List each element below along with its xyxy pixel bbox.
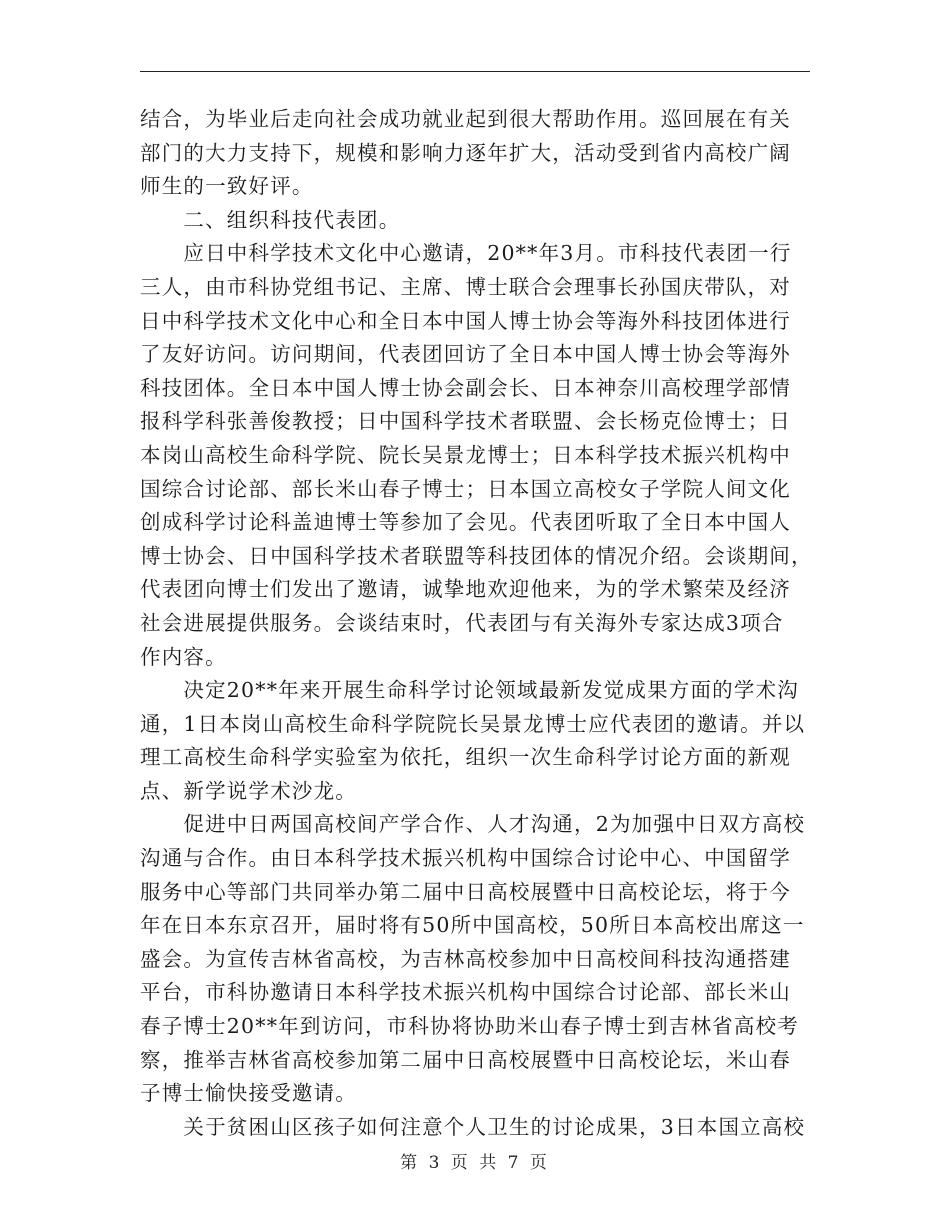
text-line: 国综合讨论部、部长米山春子博士；日本国立高校女子学院人间文化 [140,476,791,501]
text-line: 了友好访问。访问期间，代表团回访了全日本中国人博士协会等海外 [140,342,791,367]
text-line: 察，推举吉林省高校参加第二届中日高校展暨中日高校论坛，米山春 [140,1047,791,1072]
text-line: 博士协会、日中国科学技术者联盟等科技团体的情况介绍。会谈期间， [140,543,813,568]
text-line: 三人，由市科协党组书记、主席、博士联合会理事长孙国庆带队，对 [140,274,791,299]
text-line: 盛会。为宣传吉林省高校，为吉林高校参加中日高校间科技沟通搭建 [140,946,791,971]
text-line: 通，1日本岗山高校生命科学院院长吴景龙博士应代表团的邀请。并以 [140,711,806,736]
text-line: 决定20**年来开展生命科学讨论领域最新发觉成果方面的学术沟 [140,678,799,703]
text-line: 服务中心等部门共同举办第二届中日高校展暨中日高校论坛，将于今 [140,879,791,904]
page-number: 第 3 页 共 7 页 [400,1153,550,1173]
text-line: 结合，为毕业后走向社会成功就业起到很大帮助作用。巡回展在有关 [140,107,791,131]
text-line: 创成科学讨论科盖迪博士等参加了会见。代表团听取了全日本中国人 [140,510,791,535]
text-line: 平台，市科协邀请日本科学技术振兴机构中国综合讨论部、部长米山 [140,980,791,1005]
text-line: 关于贫困山区孩子如何注意个人卫生的讨论成果，3日本国立高校 [140,1114,806,1139]
section-heading: 二、组织科技代表团。 [140,207,401,232]
text-line: 代表团向博士们发出了邀请，诚挚地欢迎他来，为的学术繁荣及经济 [140,577,791,602]
text-line: 作内容。 [140,644,227,669]
text-line: 日中科学技术文化中心和全日本中国人博士协会等海外科技团体进行 [140,308,791,333]
text-line: 沟通与合作。由日本科学技术振兴机构中国综合讨论中心、中国留学 [140,846,791,871]
text-line: 理工高校生命科学实验室为依托，组织一次生命科学讨论方面的新观 [140,745,791,770]
text-line: 年在日本东京召开，届时将有50所中国高校，50所日本高校出席这一 [140,913,805,938]
text-line: 社会进展提供服务。会谈结束时，代表团与有关海外专家达成3项合 [140,610,784,635]
text-line: 点、新学说学术沙龙。 [140,778,357,803]
text-line: 科技团体。全日本中国人博士协会副会长、日本神奈川高校理学部情 [140,375,791,400]
text-line: 报科学科张善俊教授；日中国科学技术者联盟、会长杨克俭博士；日 [140,409,791,434]
text-line: 部门的大力支持下，规模和影响力逐年扩大，活动受到省内高校广阔 [140,140,791,165]
text-line: 促进中日两国高校间产学合作、人才沟通，2为加强中日双方高校 [140,812,806,837]
text-line: 应日中科学技术文化中心邀请，20**年3月。市科技代表团一行 [140,241,792,266]
document-body [140,103,812,1144]
text-line: 师生的一致好评。 [140,174,314,199]
header-rule [140,71,810,72]
text-line: 子博士愉快接受邀请。 [140,1081,357,1106]
text-line: 本岗山高校生命科学院、院长吴景龙博士；日本科学技术振兴机构中 [140,442,791,467]
text-line: 春子博士20**年到访问，市科协将协助米山春子博士到吉林省高校考 [140,1014,799,1039]
